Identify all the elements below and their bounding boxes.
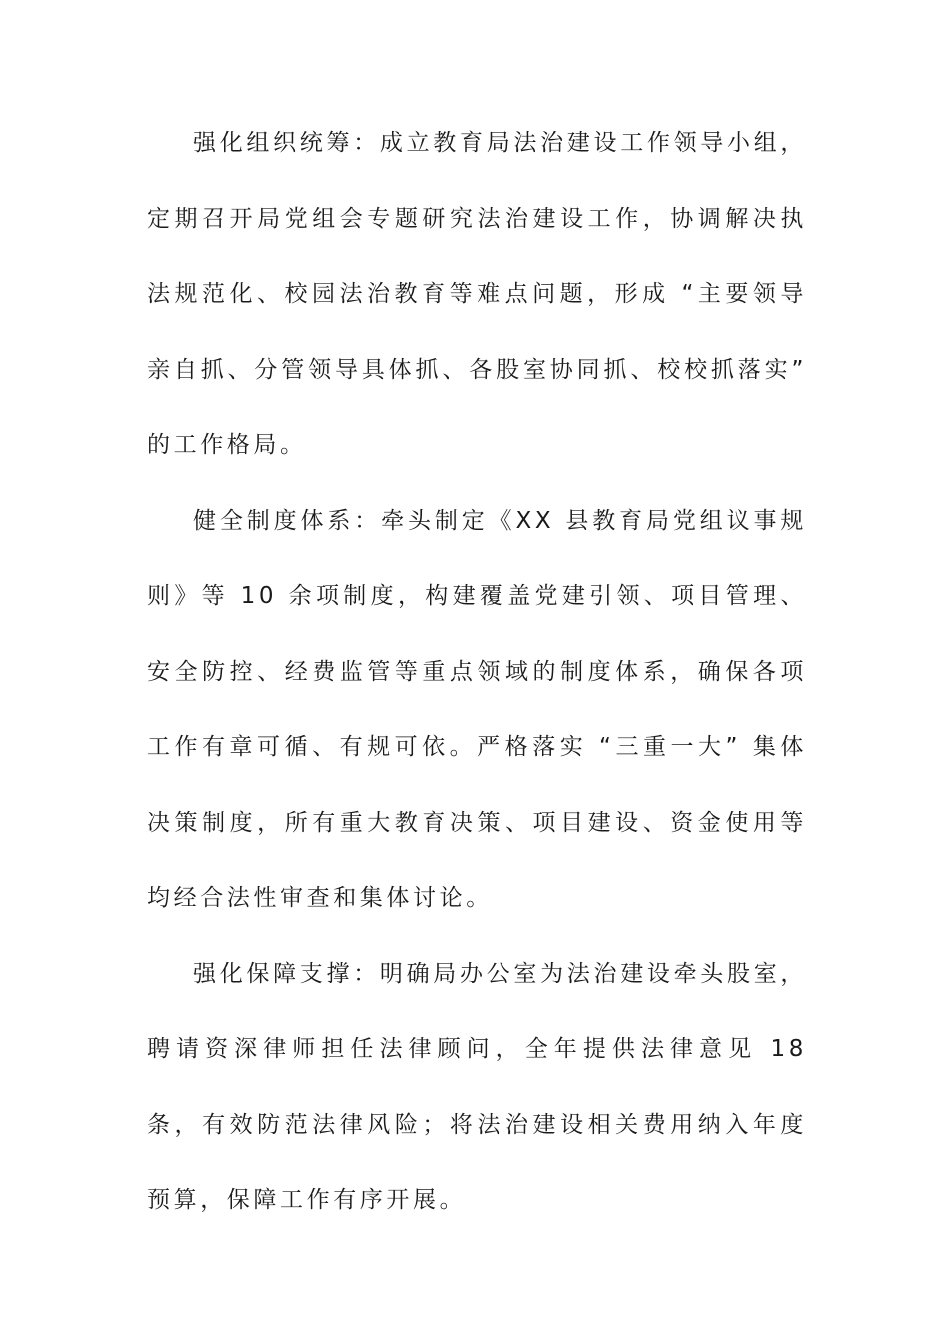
document-body — [147, 106, 807, 1239]
paragraph-system: 健全制度体系：牵头制定《XX 县教育局党组议事规则》等 10 余项制度，构建覆盖党建引领、项目管理、安全防控、经费监管等重点领域的制度体系，确保各项工作有章可循、有规可依。严格落实 “三重一大” 集体决策制度，所有重大教育决策、项目建设、资金使用等均经合法性审查和集体讨论。 — [147, 507, 807, 911]
paragraph-support: 强化保障支撑：明确局办公室为法治建设牵头股室，聘请资深律师担任法律顾问，全年提供法律意见 18 条，有效防范法律风险；将法治建设相关费用纳入年度预算，保障工作有序开展。 — [147, 960, 807, 1213]
paragraph-organization: 强化组织统筹：成立教育局法治建设工作领导小组，定期召开局党组会专题研究法治建设工作，协调解决执法规范化、校园法治教育等难点问题，形成 “主要领导亲自抓、分管领导具体抓、各股室协同抓、校校抓落实” 的工作格局。 — [147, 130, 807, 458]
